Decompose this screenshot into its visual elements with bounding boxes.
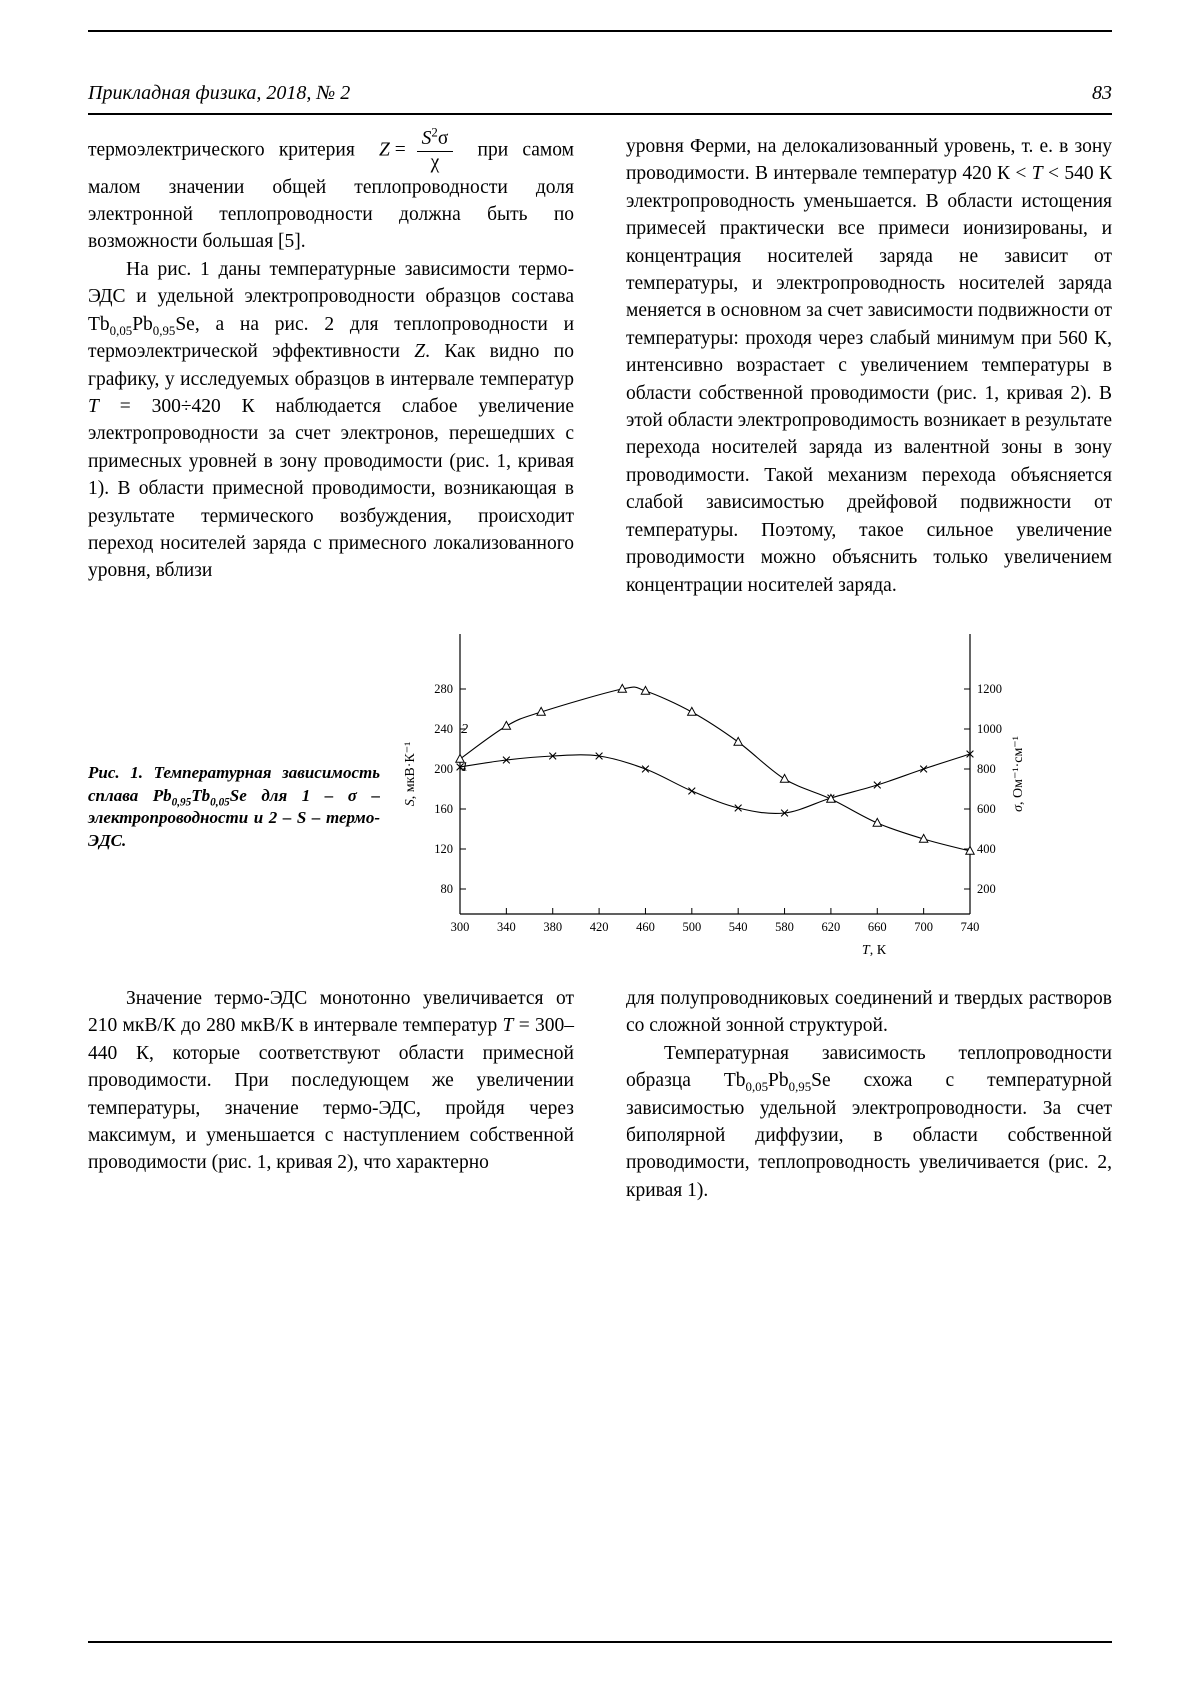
y-left-tick-label: 280 bbox=[434, 682, 453, 696]
series-2-marker bbox=[734, 737, 742, 745]
y-right-tick-label: 800 bbox=[977, 762, 996, 776]
left-column-top bbox=[88, 125, 574, 585]
y-left-tick-label: 240 bbox=[434, 722, 453, 736]
x-tick-label: 460 bbox=[636, 920, 655, 934]
y-axis-left-title: S, мкВ·К⁻¹ bbox=[403, 741, 418, 807]
x-tick-label: 540 bbox=[728, 920, 748, 934]
paragraph-fig1-description: На рис. 1 даны температурные зависимости термо-ЭДС и удельной электропроводности образцов состава $Tb_{0,05}Pb_{0,95}Se$, а на рис. 2 для теплопроводности и термоэлектрической эффективности Z. Как видно по графику, у исследуемых образцов в интервале температур T = 300÷420 К наблюдается слабое увеличение электропроводности за счет электронов, перешедших с примесных уровней в зону проводимости (рис. 1, кривая 1). В области примесной проводимости, возникающая в результате термического возбуждения, происходит переход носителей заряда с примесного локализованного уровня, вблизи bbox=[88, 258, 574, 582]
x-tick-label: 700 bbox=[914, 920, 934, 934]
y-axis-right-title: σ, Ом⁻¹·см⁻¹ bbox=[1011, 736, 1026, 812]
figure1-plot bbox=[392, 620, 1042, 965]
header-rule bbox=[88, 113, 1112, 115]
right-column-bottom bbox=[626, 985, 1112, 1204]
y-right-tick-label: 200 bbox=[977, 882, 996, 896]
curve-label-1: 1 bbox=[461, 760, 469, 775]
series-2-marker bbox=[873, 818, 881, 826]
page-top-rule bbox=[88, 30, 1112, 32]
page-number: 83 bbox=[1092, 82, 1112, 104]
series-2-marker bbox=[688, 707, 696, 715]
y-left-tick-label: 160 bbox=[434, 802, 453, 816]
y-right-tick-label: 600 bbox=[977, 802, 996, 816]
running-header bbox=[88, 82, 1112, 105]
series-2-marker bbox=[502, 721, 510, 729]
y-right-tick-label: 1000 bbox=[977, 722, 1002, 736]
paragraph-thermoemf-value: Значение термо-ЭДС монотонно увеличивается от 210 мкВ/К до 280 мкВ/К в интервале температур T = 300–440 К, которые соответствуют области примесной проводимости. При последующем же увеличении температуры, значение термо-ЭДС, пройдя через максимум, и уменьшается с наступлением собственной проводимости (рис. 1, кривая 2), что характерно bbox=[88, 988, 574, 1174]
x-axis-title: T, К bbox=[861, 943, 887, 958]
journal-title: Прикладная физика, 2018, № 2 bbox=[88, 82, 351, 104]
x-tick-label: 620 bbox=[821, 920, 841, 934]
x-tick-label: 340 bbox=[496, 920, 516, 934]
figure-caption: Рис. 1. Температурная зависимость сплава $Pb_{0,95}Tb_{0,05}Se$ для 1 – σ – электропроводности и 2 – S – термо-ЭДС. bbox=[88, 763, 380, 850]
series-1-line bbox=[460, 754, 970, 813]
figure-chart bbox=[392, 620, 1042, 965]
series-1-marker bbox=[874, 782, 881, 789]
x-tick-label: 660 bbox=[867, 920, 887, 934]
page-bottom-rule bbox=[88, 1641, 1112, 1643]
x-tick-label: 580 bbox=[775, 920, 794, 934]
y-left-tick-label: 200 bbox=[434, 762, 453, 776]
thermoelectric-criterion-formula: Z = $\frac{S^2\sigma}{\chi}$ bbox=[379, 128, 453, 174]
x-tick-label: 500 bbox=[682, 920, 702, 934]
paragraph-thermal-conductivity: Температурная зависимость теплопроводности образца $Tb_{0,05}Pb_{0,95}Se$ схожа с температурной зависимостью удельной электропроводности. За счет биполярной диффузии, в области собственной проводимости, теплопроводность увеличивается (рис. 2, кривая 1). bbox=[626, 1042, 1112, 1201]
paragraph-conductivity-mechanism: уровня Ферми, на делокализованный уровень, т. е. в зону проводимости. В интервале температур 420 К < T < 540 К электропроводность уменьшается. В области истощения примесей практически все примеси ионизированы, и концентрация носителей заряда не зависит от температуры, и электропроводность носителей заряда меняется в основном за счет зависимости подвижности от температуры: проходя через слабый минимум при 560 К, интенсивно возрастает с увеличением температуры в области собственной проводимости (рис. 1, кривая 2). В этой области электропроводимость возникает в результате перехода носителей заряда из валентной зоны в зону проводимости. Такой механизм перехода объясняется слабой зависимостью дрейфовой подвижности от температуры. Поэтому, такое сильное увеличение проводимости можно объяснить только увеличением концентрации носителей заряда. bbox=[626, 136, 1112, 596]
x-tick-label: 420 bbox=[589, 920, 609, 934]
y-right-tick-label: 1200 bbox=[977, 682, 1002, 696]
paragraph-semiconductor-note: для полупроводниковых соединений и твердых растворов со сложной зонной структурой. bbox=[626, 988, 1112, 1037]
y-right-tick-label: 400 bbox=[977, 842, 996, 856]
y-left-tick-label: 120 bbox=[434, 842, 453, 856]
y-left-tick-label: 80 bbox=[440, 882, 453, 896]
series-1-marker bbox=[688, 788, 695, 795]
left-column-bottom bbox=[88, 985, 574, 1177]
series-1-marker bbox=[920, 766, 927, 773]
right-column-top bbox=[626, 133, 1112, 599]
curve-label-2: 2 bbox=[461, 722, 469, 737]
series-1-marker bbox=[642, 766, 649, 773]
x-tick-label: 300 bbox=[450, 920, 470, 934]
x-tick-label: 740 bbox=[960, 920, 980, 934]
series-2-marker bbox=[780, 774, 788, 782]
x-tick-label: 380 bbox=[543, 920, 563, 934]
paragraph-criterion: термоэлектрического критерия Z = $\frac{S^2\sigma}{\chi}$ при самом малом значении общей теплопроводности доля электронной теплопроводности должна быть по возможности большая [5]. bbox=[88, 125, 574, 253]
series-2-line bbox=[460, 687, 970, 851]
